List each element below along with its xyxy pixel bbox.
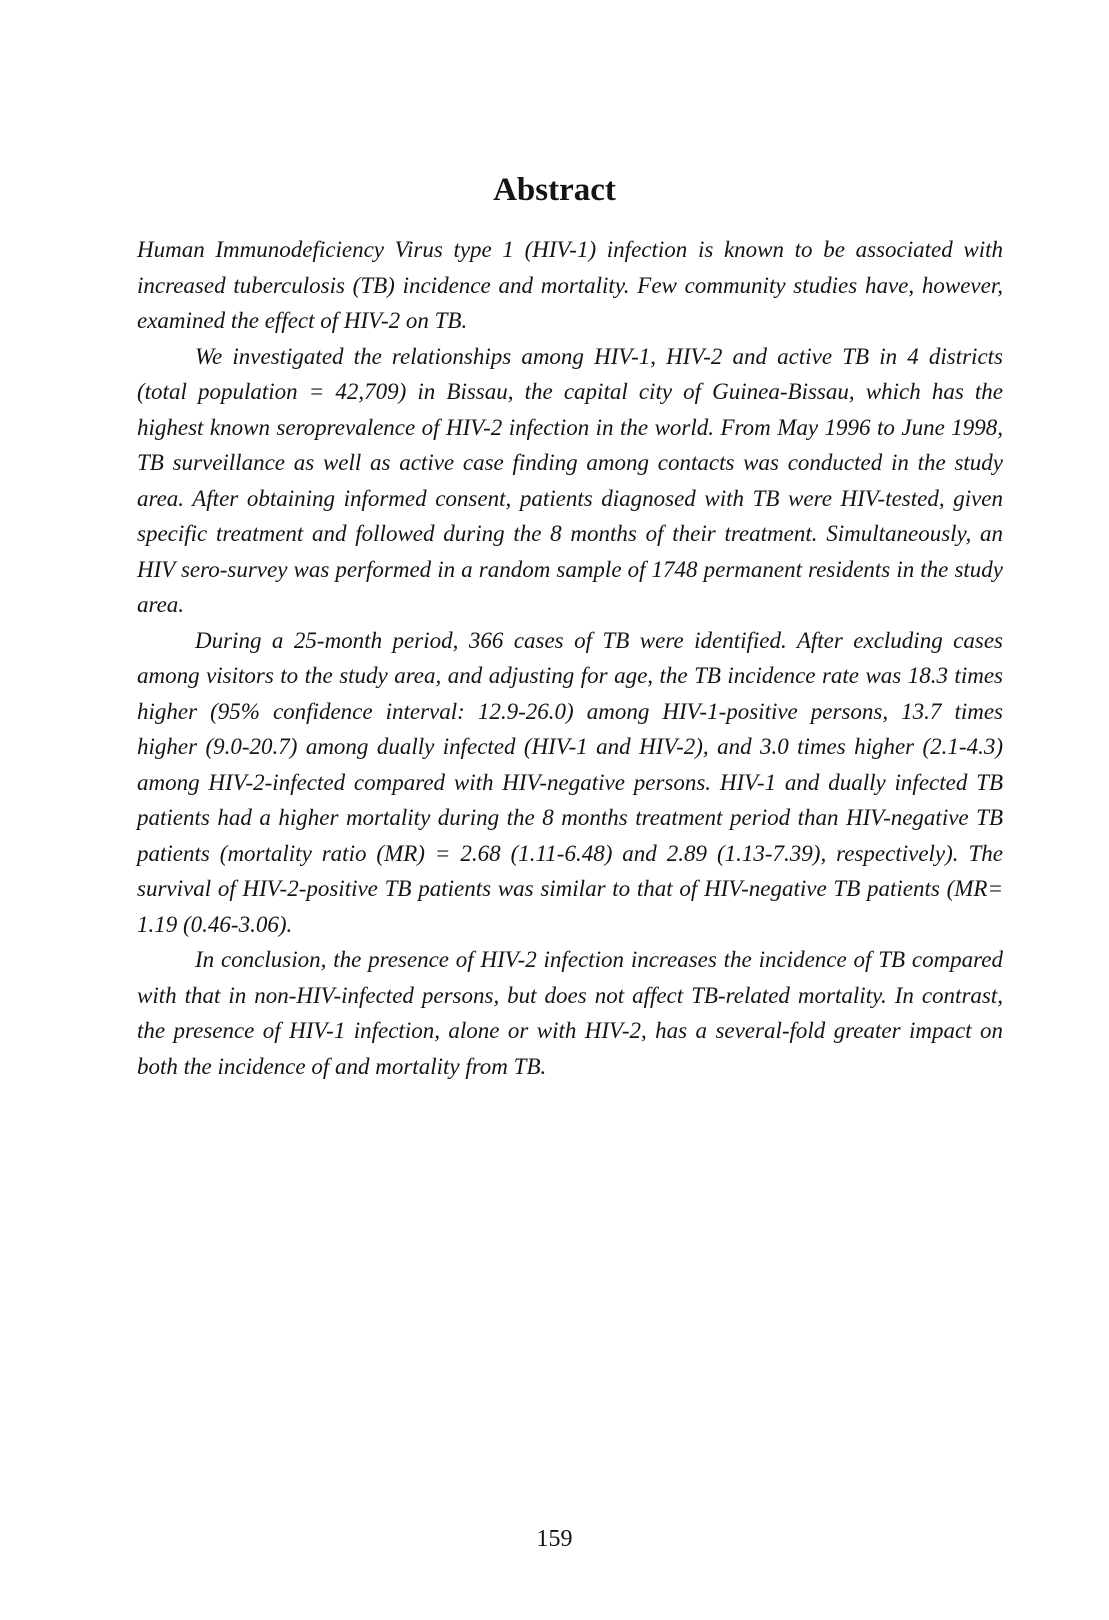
page-number: 159: [536, 1526, 573, 1552]
page-title: Abstract: [493, 172, 616, 208]
abstract-paragraph-methods: We investigated the relationships among HIV-1, HIV-2 and active TB in 4 districts (total population = 42,709) in Bissau, the capital city of Guinea-Bissau, which has the highest known seroprevalence of HIV-2 infection in the world. From May 1996 to June 1998, TB surveillance as well as active case finding among contacts was conducted in the study area. After obtaining informed consent, patients diagnosed with TB were HIV-tested, given specific treatment and followed during the 8 months of their treatment. Simultaneously, an HIV sero-survey was performed in a random sample of 1748 permanent residents in the study area.: [137, 343, 1003, 617]
abstract-paragraph-results: During a 25-month period, 366 cases of TB were identified. After excluding cases among visitors to the study area, and adjusting for age, the TB incidence rate was 18.3 times higher (95% confidence interval: 12.9-26.0) among HIV-1-positive persons, 13.7 times higher (9.0-20.7) among dually infected (HIV-1 and HIV-2), and 3.0 times higher (2.1-4.3) among HIV-2-infected compared with HIV-negative persons. HIV-1 and dually infected TB patients had a higher mortality during the 8 months treatment period than HIV-negative TB patients (mortality ratio (MR) = 2.68 (1.11-6.48) and 2.89 (1.13-7.39), respectively). The survival of HIV-2-positive TB patients was similar to that of HIV-negative TB patients (MR= 1.19 (0.46-3.06).: [137, 627, 1003, 937]
abstract-paragraph-conclusion: In conclusion, the presence of HIV-2 infection increases the incidence of TB compared with that in non-HIV-infected persons, but does not affect TB-related mortality. In contrast, the presence of HIV-1 infection, alone or with HIV-2, has a several-fold greater impact on both the incidence of and mortality from TB.: [137, 947, 1003, 1079]
abstract-body: [137, 232, 1003, 1084]
abstract-paragraph-background: Human Immunodeficiency Virus type 1 (HIV-1) infection is known to be associated with increased tuberculosis (TB) incidence and mortality. Few community studies have, however, examined the effect of HIV-2 on TB.: [137, 237, 1003, 333]
